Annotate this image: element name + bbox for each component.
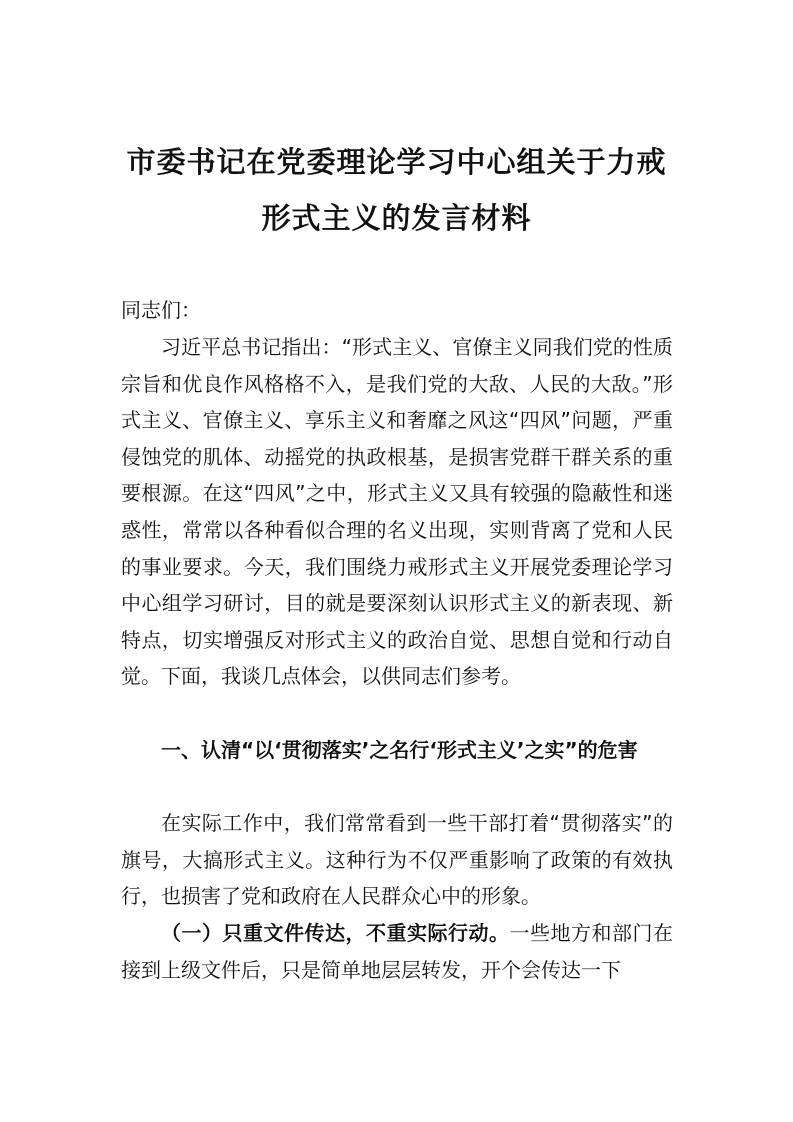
subsection-1-lead: （一）只重文件传达，不重实际行动。 <box>161 921 510 945</box>
paragraph-intro: 习近平总书记指出：“形式主义、官僚主义同我们党的性质宗旨和优良作风格格不入，是我们党的大敌、人民的大敌。”形式主义、官僚主义、享乐主义和奢靡之风这“四风”问题，严重侵蚀党的肌体、动摇党的执政根基，是损害党群干群关系的重要根源。在这“四风”之中，形式主义又具有较强的隐蔽性和迷惑性，常常以各种看似合理的名义出现，实则背离了党和人民的事业要求。今天，我们围绕力戒形式主义开展党委理论学习中心组学习研讨，目的就是要深刻认识形式主义的新表现、新特点，切实增强反对形式主义的政治自觉、思想自觉和行动自觉。下面，我谈几点体会，以供同志们参考。 <box>121 335 673 689</box>
document-title-line-2: 形式主义的发言材料 <box>261 201 532 235</box>
section-heading-1: 一、认清“以‘贯彻落实’之名行‘形式主义’之实”的危害 <box>161 738 638 762</box>
document-title-line-1: 市委书记在党委理论学习中心组关于力戒 <box>126 145 667 179</box>
salutation: 同志们： <box>121 298 201 322</box>
paragraph-subsection-1 <box>121 915 673 988</box>
paragraph-section1-intro: 在实际工作中，我们常常看到一些干部打着“贯彻落实”的旗号，大搞形式主义。这种行为不仅严重影响了政策的有效执行，也损害了党和政府在人民群众心中的形象。 <box>121 811 673 909</box>
subsection-1-text: 一些地方和部门在接到上级文件后，只是简单地层层转发，开个会传达一下 <box>121 921 673 982</box>
